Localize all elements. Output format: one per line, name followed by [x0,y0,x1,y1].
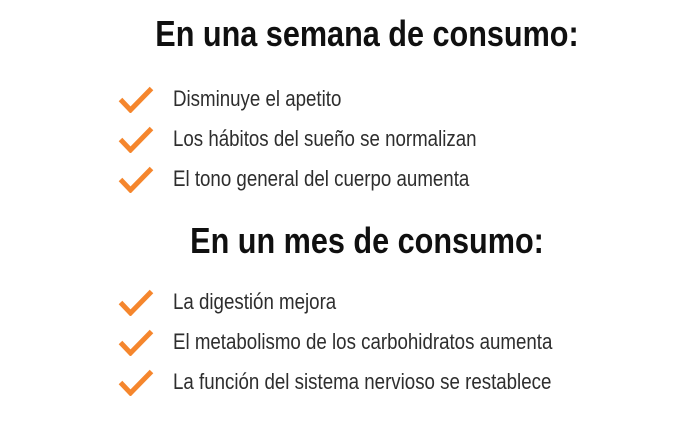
list-item-label: La función del sistema nervioso se restablece [173,369,552,394]
checkmark-icon [118,86,154,113]
list-item-label: El tono general del cuerpo aumenta [173,166,470,191]
list-item [118,86,700,112]
month-benefits-list [118,289,700,395]
list-item [118,289,700,315]
list-item-label: Disminuye el apetito [173,86,342,111]
checkmark-icon [118,166,154,193]
list-item [118,126,700,152]
section-title-week: En una semana de consumo: [155,13,579,54]
checkmark-icon [118,289,154,316]
week-benefits-list [118,86,700,192]
checkmark-icon [118,329,154,356]
list-item [118,329,700,355]
checkmark-icon [118,369,154,396]
list-item-label: Los hábitos del sueño se normalizan [173,126,477,151]
list-item-label: El metabolismo de los carbohidratos aumenta [173,329,553,354]
list-item [118,369,700,395]
checkmark-icon [118,126,154,153]
list-item-label: La digestión mejora [173,289,337,314]
section-title-month: En un mes de consumo: [190,220,544,261]
list-item [118,166,700,192]
